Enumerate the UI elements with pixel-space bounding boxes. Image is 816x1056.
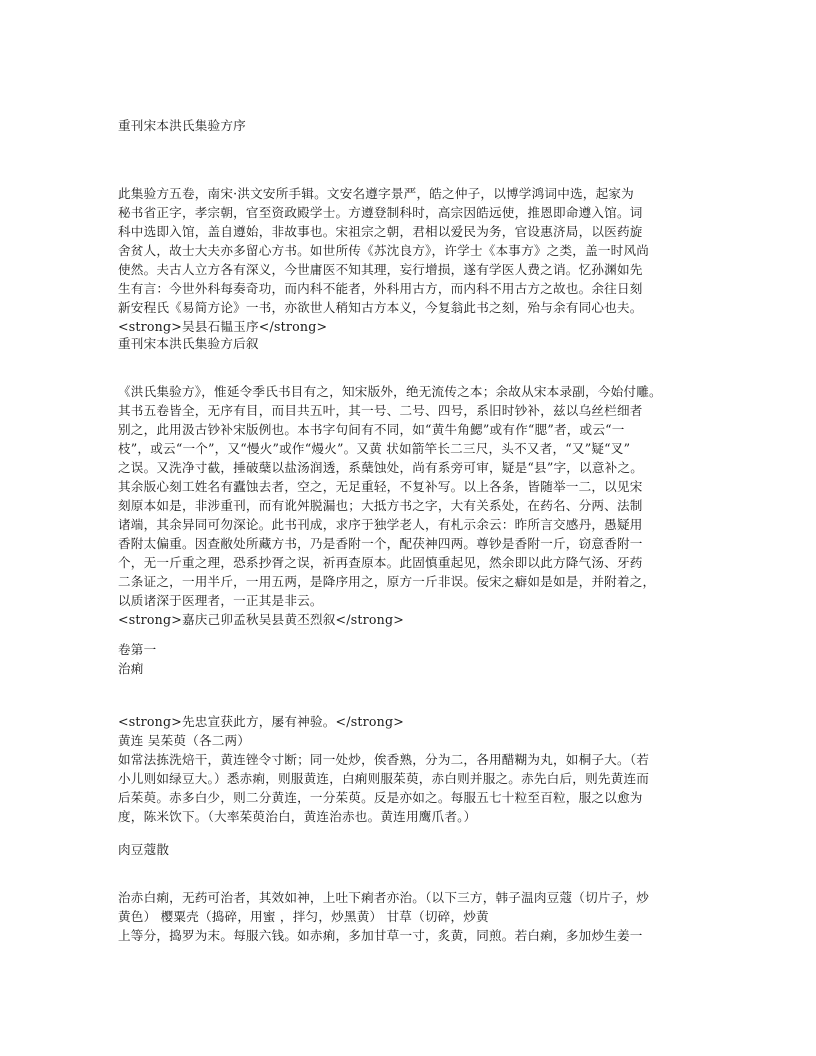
recipe-line: 如常法拣洗焙干，黄连锉令寸断；同一处炒，俟香熟，分为二，各用醋糊为丸，如桐子大。（若	[118, 752, 650, 767]
preface-line: 使然。夫古人立方各有深义，今世庸医不知其理，妄行增损，遂有学医人费之诮。忆孙渊如先	[118, 262, 643, 277]
postscript-line: 其余版心刻工姓名有蠹蚀去者，空之，无足重轻，不复补写。以上各条，皆随举一二，以见宋	[118, 479, 643, 494]
postscript-line: 二条证之，一用半斤，一用五两，是降序用之，原方一斤非误。佞宋之癖如是如是，并附着之，	[118, 574, 656, 589]
preface-line: 舍贫人，故士大夫亦多留心方书。如世所传《苏沈良方》，许学士《本事方》之类，盖一时风尚	[118, 243, 650, 258]
volume-title: 卷第一	[118, 642, 157, 657]
postscript-body	[118, 382, 662, 629]
recipe-line: 度，陈米饮下。（大率茱萸治白，黄连治赤也。黄连用鹰爪者。）	[118, 809, 477, 824]
preface-line: 此集验方五卷，南宋·洪文安所手辑。文安名遵字景严，皓之仲子，以博学鸿词中选，起家为	[118, 186, 634, 201]
postscript-line: 别之，此用汲古钞补宋版例也。本书字句间有不同，如“黄牛角鰓”或有作“腮”者，或云“一	[118, 422, 625, 437]
preface-signature: <strong>吴县石韫玉序</strong>	[118, 319, 328, 334]
section-title: 治痢	[118, 661, 144, 676]
postscript-line: 个，无一斤重之理，恐系抄胥之误，祈再查原本。此固慎重起见，然余即以此方降气汤、牙药	[118, 555, 643, 570]
volume-header	[118, 640, 156, 678]
recipe-line: 后茱萸。赤多白少，则二分黄连，一分茱萸。反是亦如之。每服五七十粒至百粒，服之以愈为	[118, 790, 643, 805]
postscript-line: 以质诸深于医理者，一正其是非云。	[118, 593, 323, 608]
recipe-line: 黄色） 樱粟壳（捣碎，用蜜 ，拌匀，炒黑黄） 甘草（切碎，炒黄	[118, 909, 489, 924]
postscript-line: 诸端，其余异同可勿深论。此书刊成，求序于独学老人，有札示余云：昨所言交感丹，愚疑用	[118, 517, 643, 532]
preface-title: 重刊宋本洪氏集验方序	[118, 118, 246, 133]
preface-line: 生有言：今世外科每奏奇功，而内科不能者，外科用古方，而内科不用古方之故也。余往日刻	[118, 281, 643, 296]
postscript-line: 《洪氏集验方》，惟延令季氏书目有之，知宋版外，绝无流传之本；余故从宋本录副，今始付雕。	[118, 384, 662, 399]
preface-line: 科中选即入馆，盖自遵始，非故事也。宋祖宗之朝，君相以爱民为务，官设惠济局，以医药旋	[118, 224, 643, 239]
section-note: <strong>先忠宣获此方，屡有神验。</strong>	[118, 714, 404, 729]
recipe-line: 治赤白痢，无药可治者，其效如神，上吐下痢者亦治。（以下三方，韩子温肉豆蔻（切片子，炒	[118, 890, 650, 905]
recipe-line: 上等分，捣罗为末。每服六钱。如赤痢，多加甘草一寸，炙黄，同煎。若白痢，多加炒生姜一	[118, 928, 643, 943]
postscript-line: 枝”，或云“一个”，又“慢火”或作“熳火”。又黄 状如箭竿长二三尺，头不又者，“又”疑“叉”	[118, 441, 631, 456]
recipe-ingredients: 黄连 吴茱萸（各二两）	[118, 733, 251, 748]
preface-line: 新安程氏《易简方论》一书，亦欲世人稍知古方本义，今复翁此书之刻，殆与余有同心也夫。	[118, 300, 643, 315]
postscript-title: 重刊宋本洪氏集验方后叙	[118, 336, 259, 351]
preface-line: 秘书省正字，孝宗朝，官至资政殿学士。方遵登制科时，高宗因皓远使，推恩即命遵入馆。词	[118, 205, 643, 220]
postscript-line: 香附太偏重。因查敝处所藏方书，乃是香附一个，配茯神四两。尊钞是香附一斤，窃意香附一	[118, 536, 643, 551]
recipe-2-title: 肉豆蔻散	[118, 842, 170, 857]
recipe-line: 小儿则如绿豆大。）悉赤痢，则服黄连，白痢则服茱萸，赤白则并服之。赤先白后，则先黄连而	[118, 771, 650, 786]
recipe-1	[118, 712, 649, 826]
postscript-line: 其书五卷皆全，无序有目，而目共五叶，其一号、二号、四号，系旧时钞补，兹以乌丝栏细者	[118, 403, 643, 418]
postscript-line: 之误。又洗净寸截，捶破蘖以盐汤润透，系蘖蚀处，尚有系旁可审，疑是“县”字，以意补之。	[118, 460, 644, 475]
preface-body	[118, 184, 649, 336]
recipe-2	[118, 888, 649, 945]
postscript-line: 刻原本如是，非涉重刊，而有讹舛脱漏也；大抵方书之字，大有关系处，在药名、分两、法制	[118, 498, 643, 513]
postscript-signature: <strong>嘉庆己卯孟秋吴县黄丕烈叙</strong>	[118, 612, 404, 627]
